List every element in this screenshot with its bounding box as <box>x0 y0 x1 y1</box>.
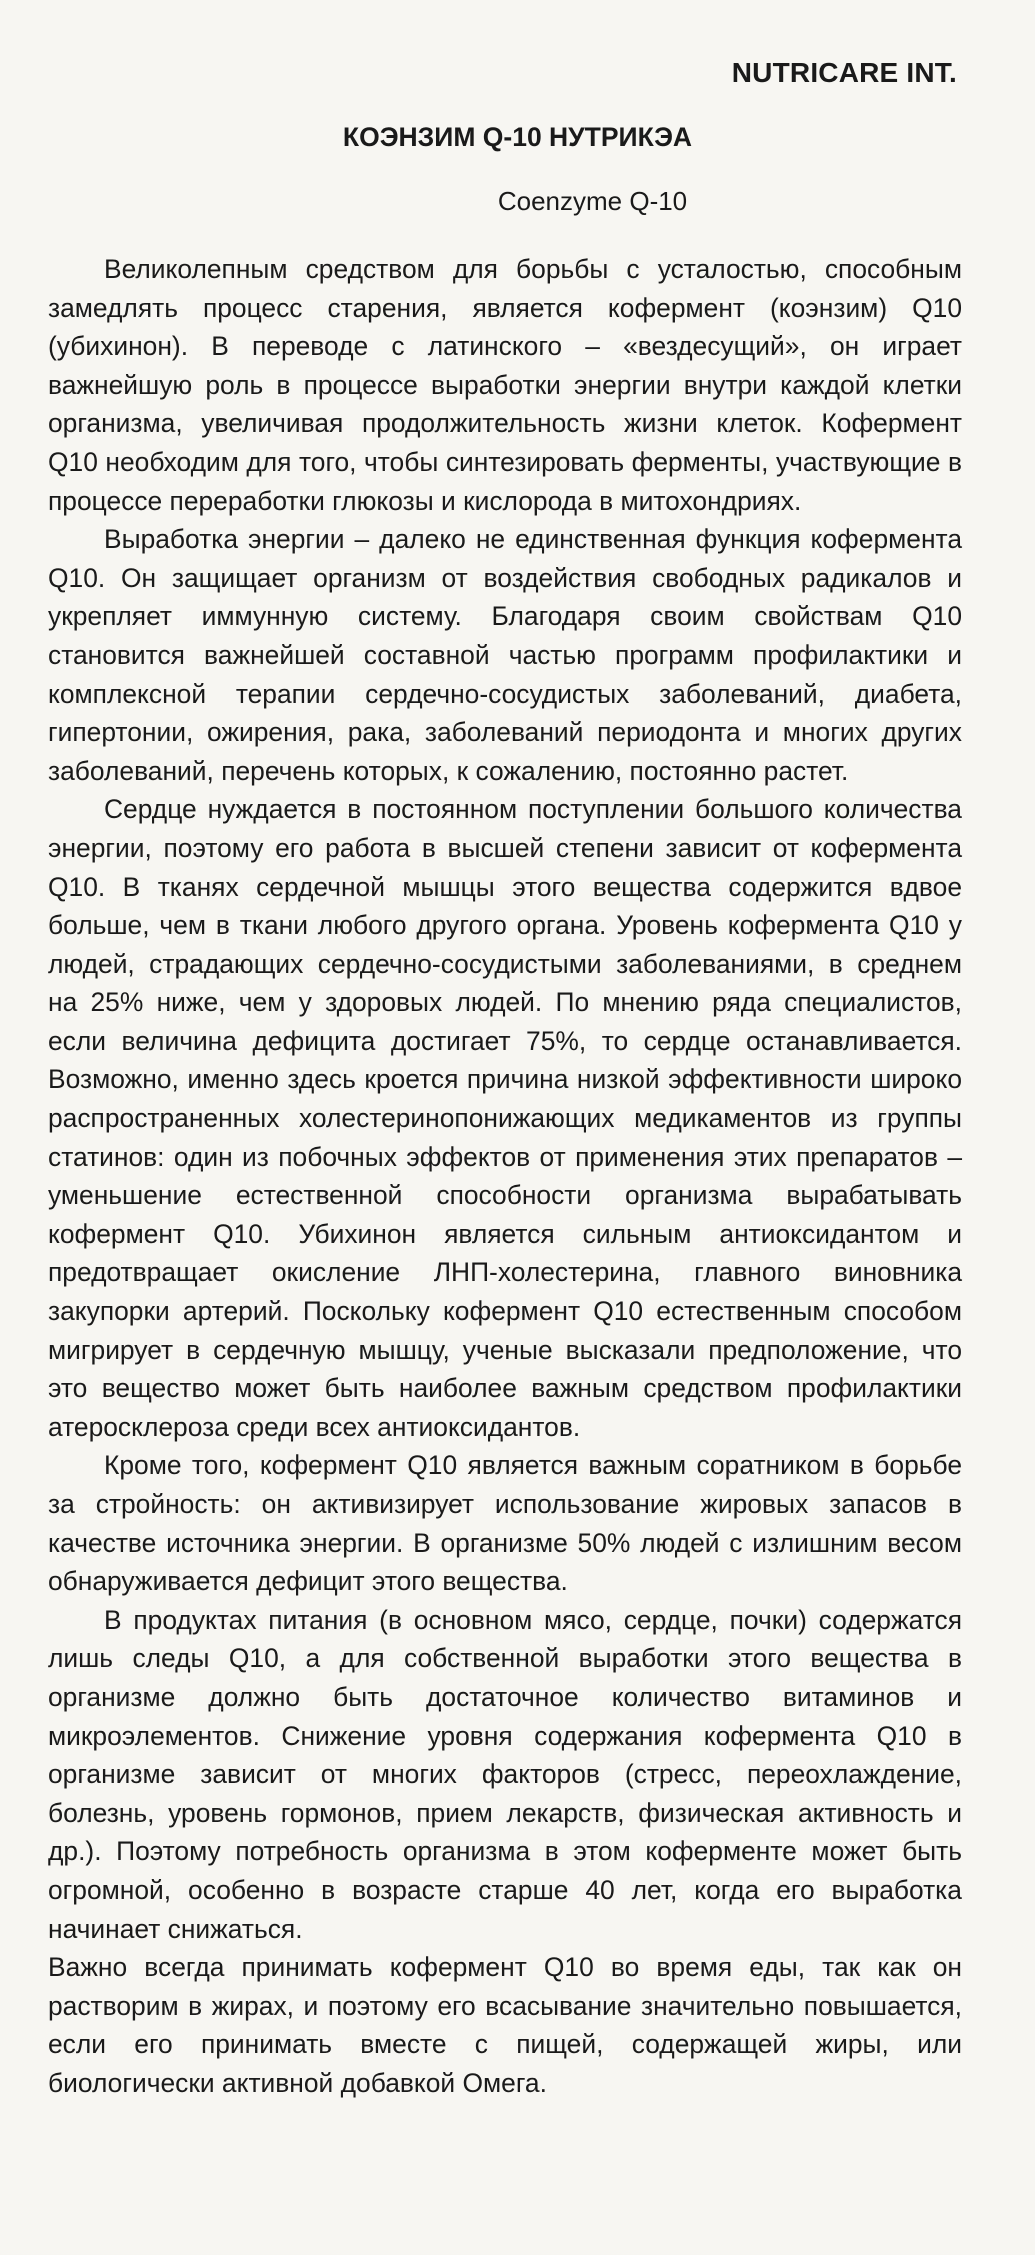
paragraph-nutrition: В продуктах питания (в основном мясо, сердце, почки) содержатся лишь следы Q10, а для собственной выработки этого вещества в организме должно быть достаточное количество витаминов и микроэлементов. Снижение уровня содержания кофермента Q10 в организме зависит от многих факторов (стресс, переохлаждение, болезнь, уровень гормонов, прием лекарств, физическая активность и др.). Поэтому потребность организма в этом коферменте может быть огромной, особенно в возрасте старше 40 лет, когда его выработка начинает снижаться. <box>48 1604 962 1944</box>
document-title: КОЭНЗИМ Q-10 НУТРИКЭА <box>342 122 693 152</box>
paragraph-heart: Сердце нуждается в постоянном поступлении большого количества энергии, поэтому его работа в высшей степени зависит от кофермента Q10. В тканях сердечной мышцы этого вещества содержится вдвое больше, чем в ткани любого другого органа. Уровень кофермента Q10 у людей, страдающих сердечно-сосудистыми заболеваниями, в среднем на 25% ниже, чем у здоровых людей. По мнению ряда специалистов, если величина дефицита достигает 75%, то сердце останавливается. Возможно, именно здесь кроется причина низкой эффективности широко распространенных холестеринопонижающих медикаментов из группы статинов: один из побочных эффектов от применения этих препаратов – уменьшение естественной способности организма вырабатывать кофермент Q10. Убихинон является сильным антиоксидантом и предотвращает окисление ЛНП-холестерина, главного виновника закупорки артерий. Поскольку кофермент Q10 естественным способом мигрирует в сердечную мышцу, ученые высказали предположение, что это вещество может быть наиболее важным средством профилактики атеросклероза среди всех антиоксидантов. <box>48 794 962 1442</box>
document-body <box>48 250 962 2103</box>
paragraph-usage: Важно всегда принимать кофермент Q10 во время еды, так как он растворим в жирах, и поэтому его всасывание значительно повышается, если его принимать вместе с пищей, содержащей жиры, или биологически активной добавкой Омега. <box>48 1952 962 2098</box>
paragraph-intro: Великолепным средством для борьбы с усталостью, способным замедлять процесс старения, является кофермент (коэнзим) Q10 (убихинон). В переводе с латинского – «вездесущий», он играет важнейшую роль в процессе выработки энергии внутри каждой клетки организма, увеличивая продолжительность жизни клеток. Кофермент Q10 необходим для того, чтобы синтезировать ферменты, участвующие в процессе переработки глюкозы и кислорода в митохондриях. <box>48 254 962 516</box>
company-name: NUTRICARE INT. <box>731 57 957 88</box>
paragraph-functions: Выработка энергии – далеко не единственная функция кофермента Q10. Он защищает организм от воздействия свободных радикалов и укрепляет иммунную систему. Благодаря своим свойствам Q10 становится важнейшей составной частью программ профилактики и комплексной терапии сердечно-сосудистых заболеваний, диабета, гипертонии, ожирения, рака, заболеваний периодонта и многих других заболеваний, перечень которых, к сожалению, постоянно растет. <box>48 524 962 786</box>
document-subtitle: Coenzyme Q-10 <box>497 186 688 216</box>
paragraph-weight: Кроме того, кофермент Q10 является важным соратником в борьбе за стройность: он активизирует использование жировых запасов в качестве источника энергии. В организме 50% людей с излишним весом обнаруживается дефицит этого вещества. <box>48 1450 962 1597</box>
